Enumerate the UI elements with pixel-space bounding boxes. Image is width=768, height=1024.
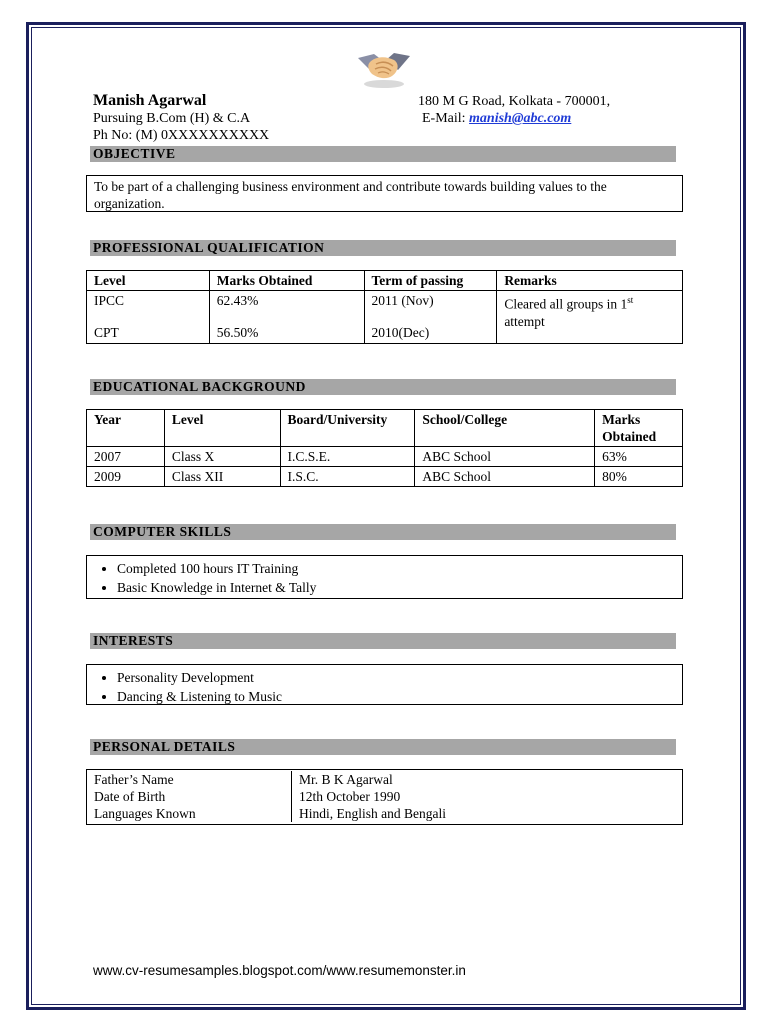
candidate-address: 180 M G Road, Kolkata - 700001, bbox=[418, 94, 611, 109]
table-cell: 2007 bbox=[87, 447, 165, 467]
table-cell bbox=[497, 291, 683, 344]
column-header: Board/University bbox=[280, 410, 415, 447]
remarks-superscript: st bbox=[627, 295, 634, 305]
qualification-term: 2010(Dec) bbox=[371, 325, 430, 340]
remarks-text: attempt bbox=[504, 313, 545, 329]
table-cell: Class X bbox=[164, 447, 280, 467]
candidate-phone: Ph No: (M) 0XXXXXXXXXX bbox=[93, 128, 270, 143]
section-heading-objective: OBJECTIVE bbox=[90, 146, 676, 162]
page-border-inner bbox=[31, 27, 741, 1005]
personal-key: Languages Known bbox=[87, 805, 292, 822]
table-cell: ABC School bbox=[415, 467, 595, 487]
table-cell: Class XII bbox=[164, 467, 280, 487]
remarks-text: Cleared all groups in 1 bbox=[504, 296, 628, 312]
table-row bbox=[87, 291, 683, 344]
table-row bbox=[87, 447, 683, 467]
footer-url[interactable]: www.cv-resumesamples.blogspot.com/www.resumemonster.in bbox=[93, 963, 466, 978]
table-cell bbox=[364, 291, 497, 344]
personal-value: 12th October 1990 bbox=[299, 789, 401, 804]
personal-details-table bbox=[87, 771, 682, 822]
qualification-table bbox=[86, 270, 683, 344]
table-header-row bbox=[87, 271, 683, 291]
objective-box bbox=[86, 175, 683, 212]
section-heading-interests: INTERESTS bbox=[90, 633, 676, 649]
column-header: Remarks bbox=[497, 271, 683, 291]
qualification-marks: 62.43% bbox=[216, 293, 259, 308]
column-header: Level bbox=[164, 410, 280, 447]
column-header: Marks Obtained bbox=[595, 410, 683, 447]
candidate-email-line bbox=[422, 111, 571, 127]
section-heading-qualification: PROFESSIONAL QUALIFICATION bbox=[90, 240, 676, 256]
column-header: Level bbox=[87, 271, 210, 291]
column-header: Marks Obtained bbox=[209, 271, 364, 291]
qualification-level: IPCC bbox=[94, 293, 125, 308]
email-link[interactable]: manish@abc.com bbox=[469, 111, 572, 126]
objective-text: To be part of a challenging business environment and contribute towards building values to the organization. bbox=[94, 179, 607, 211]
table-cell bbox=[209, 291, 364, 344]
personal-value: Hindi, English and Bengali bbox=[299, 806, 446, 821]
table-row bbox=[87, 467, 683, 487]
computer-skills-box bbox=[86, 555, 683, 599]
section-heading-personal: PERSONAL DETAILS bbox=[90, 739, 676, 755]
personal-key: Father’s Name bbox=[87, 771, 292, 788]
table-cell bbox=[87, 291, 210, 344]
column-header: School/College bbox=[415, 410, 595, 447]
qualification-level: CPT bbox=[94, 325, 119, 340]
qualification-marks: 56.50% bbox=[216, 325, 259, 340]
list-item: • Personality Development bbox=[117, 668, 682, 687]
interests-list bbox=[87, 665, 682, 709]
table-cell: 2009 bbox=[87, 467, 165, 487]
personal-value: Mr. B K Agarwal bbox=[299, 772, 393, 787]
qualification-remarks bbox=[504, 292, 675, 330]
candidate-name: Manish Agarwal bbox=[93, 92, 207, 109]
email-label: E-Mail: bbox=[422, 111, 470, 126]
list-item: • Completed 100 hours IT Training bbox=[117, 559, 682, 578]
interests-box bbox=[86, 664, 683, 705]
qualification-term: 2011 (Nov) bbox=[371, 293, 434, 308]
table-cell: 63% bbox=[595, 447, 683, 467]
table-row bbox=[87, 771, 682, 788]
column-header: Year bbox=[87, 410, 165, 447]
column-header: Term of passing bbox=[364, 271, 497, 291]
section-heading-education: EDUCATIONAL BACKGROUND bbox=[90, 379, 676, 395]
table-cell: 80% bbox=[595, 467, 683, 487]
table-header-row bbox=[87, 410, 683, 447]
table-row bbox=[87, 788, 682, 805]
table-cell: I.C.S.E. bbox=[280, 447, 415, 467]
section-heading-computer-skills: COMPUTER SKILLS bbox=[90, 524, 676, 540]
personal-key: Date of Birth bbox=[87, 788, 292, 805]
education-table bbox=[86, 409, 683, 487]
table-row bbox=[87, 805, 682, 822]
table-cell: ABC School bbox=[415, 447, 595, 467]
candidate-subtitle: Pursuing B.Com (H) & C.A bbox=[93, 111, 251, 126]
personal-details-box bbox=[86, 769, 683, 825]
table-cell: I.S.C. bbox=[280, 467, 415, 487]
list-item: • Basic Knowledge in Internet & Tally bbox=[117, 578, 682, 597]
list-item: • Dancing & Listening to Music bbox=[117, 687, 682, 706]
handshake-icon bbox=[356, 44, 412, 90]
computer-skills-list bbox=[87, 556, 682, 600]
